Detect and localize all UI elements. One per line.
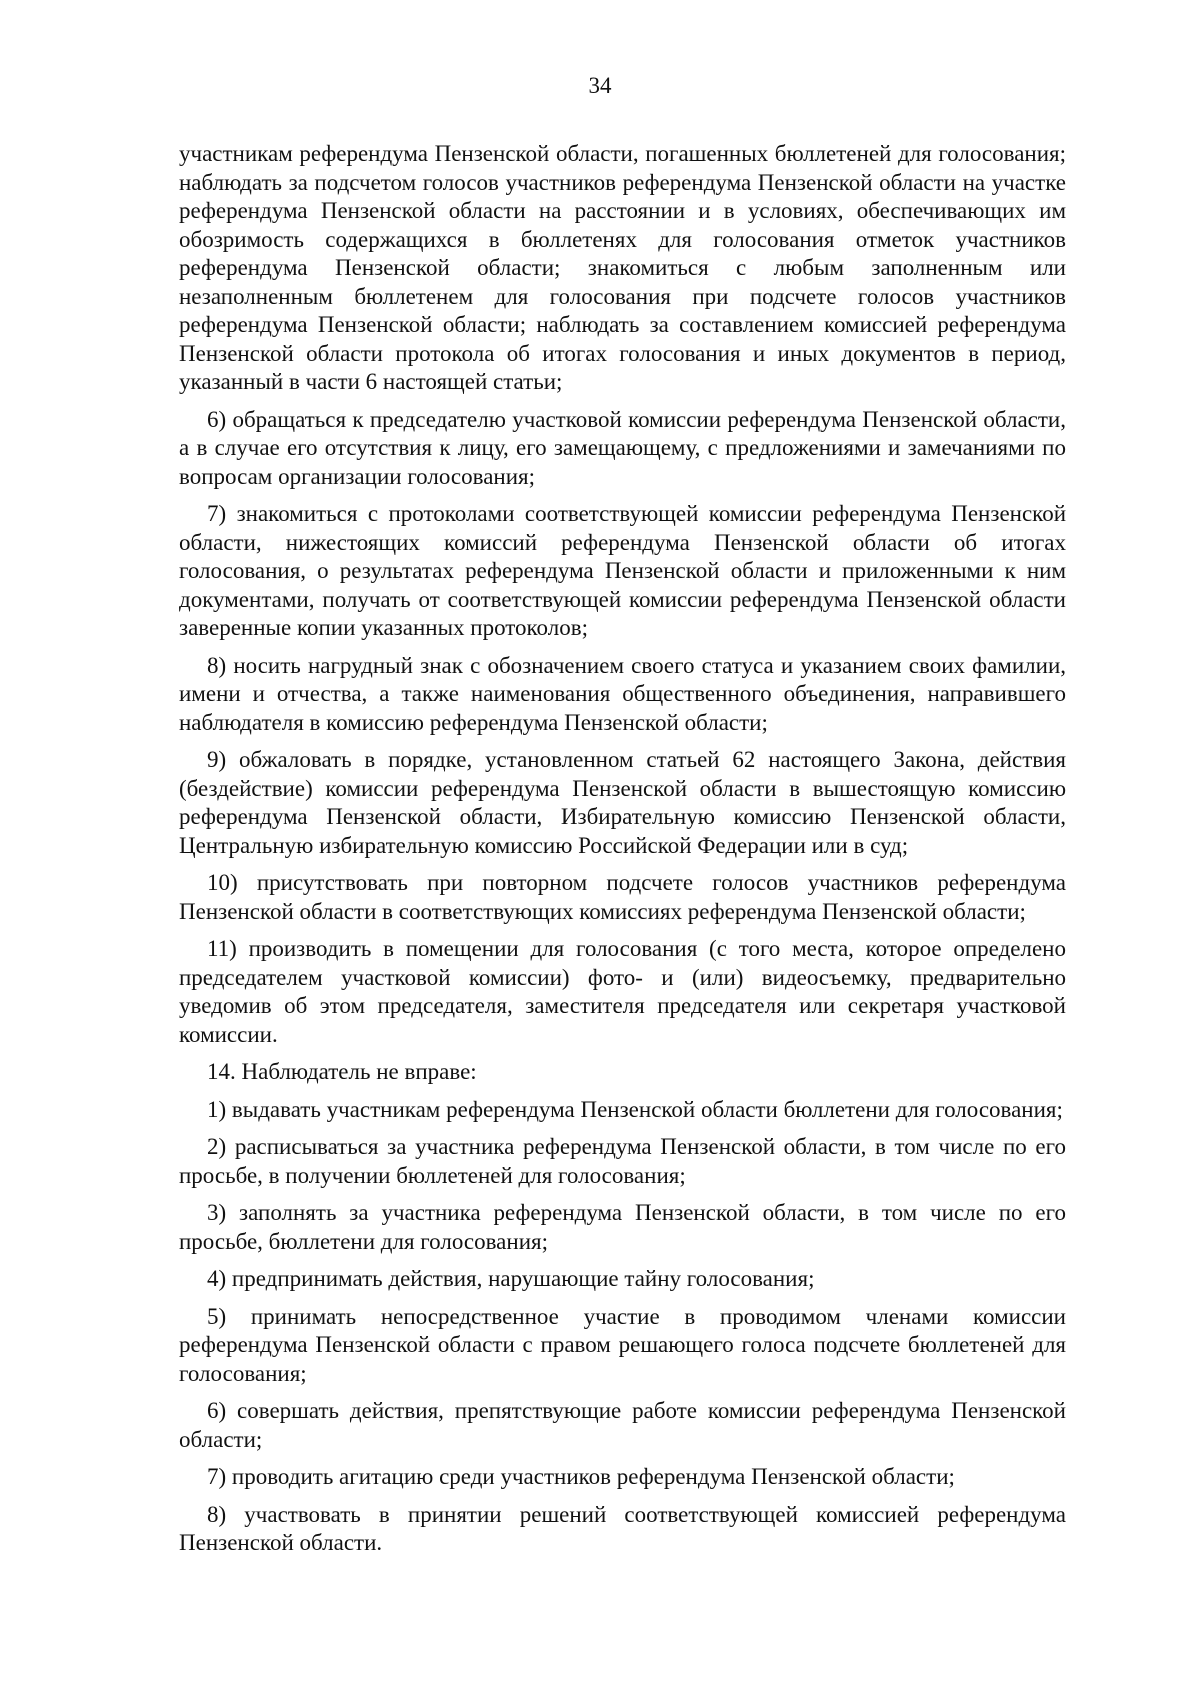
paragraph-item-6: 6) обращаться к председателю участковой комиссии референдума Пензенской области, а в случае его отсутствия к лицу, его замещающему, с предложениями и замечаниями по вопросам организации голосования;	[179, 406, 1066, 489]
paragraph-prohibition-8: 8) участвовать в принятии решений соответствующей комиссией референдума Пензенской области.	[179, 1501, 1066, 1555]
paragraph-prohibition-4: 4) предпринимать действия, нарушающие тайну голосования;	[207, 1266, 815, 1291]
paragraph-prohibition-6: 6) совершать действия, препятствующие работе комиссии референдума Пензенской области;	[179, 1398, 1066, 1452]
page-number: 34	[588, 73, 612, 98]
paragraph-item-9: 9) обжаловать в порядке, установленном статьей 62 настоящего Закона, действия (бездействие) комиссии референдума Пензенской области в вышестоящую комиссию референдума Пензенской области, Избирательную комиссию Пензенской области, Центральную избирательную комиссию Российской Федерации или в суд;	[179, 747, 1066, 858]
paragraph-prohibition-7: 7) проводить агитацию среди участников референдума Пензенской области;	[207, 1464, 955, 1489]
paragraph-prohibition-5: 5) принимать непосредственное участие в проводимом членами комиссии референдума Пензенской области с правом решающего голоса подсчете бюллетеней для голосования;	[179, 1303, 1066, 1386]
paragraph-prohibition-3: 3) заполнять за участника референдума Пензенской области, в том числе по его просьбе, бюллетени для голосования;	[179, 1200, 1066, 1254]
paragraph-continuation: участникам референдума Пензенской области, погашенных бюллетеней для голосования; наблюдать за подсчетом голосов участников референдума Пензенской области на участке референдума Пензенской области на расстоянии и в условиях, обеспечивающих им обозримость содержащихся в бюллетенях для голосования отметок участников референдума Пензенской области; знакомиться с любым заполненным или незаполненным бюллетенем для голосования при подсчете голосов участников референдума Пензенской области; наблюдать за составлением комиссией референдума Пензенской области протокола об итогах голосования и иных документов в период, указанный в части 6 настоящей статьи;	[179, 141, 1066, 394]
document-body	[179, 140, 1066, 1567]
paragraph-item-10: 10) присутствовать при повторном подсчете голосов участников референдума Пензенской области в соответствующих комиссиях референдума Пензенской области;	[179, 870, 1066, 924]
section-heading-14: 14. Наблюдатель не вправе:	[207, 1059, 477, 1084]
paragraph-item-11: 11) производить в помещении для голосования (с того места, которое определено председателем участковой комиссии) фото- и (или) видеосъемку, предварительно уведомив об этом председателя, заместителя председателя или секретаря участковой комиссии.	[179, 936, 1066, 1047]
paragraph-item-8: 8) носить нагрудный знак с обозначением своего статуса и указанием своих фамилии, имени и отчества, а также наименования общественного объединения, направившего наблюдателя в комиссию референдума Пензенской области;	[179, 652, 1066, 735]
paragraph-item-7: 7) знакомиться с протоколами соответствующей комиссии референдума Пензенской области, нижестоящих комиссий референдума Пензенской области об итогах голосования, о результатах референдума Пензенской области и приложенными к ним документами, получать от соответствующей комиссии референдума Пензенской области заверенные копии указанных протоколов;	[179, 501, 1066, 640]
paragraph-prohibition-2: 2) расписываться за участника референдума Пензенской области, в том числе по его просьбе, в получении бюллетеней для голосования;	[179, 1134, 1066, 1188]
paragraph-prohibition-1: 1) выдавать участникам референдума Пензенской области бюллетени для голосования;	[207, 1096, 1063, 1122]
